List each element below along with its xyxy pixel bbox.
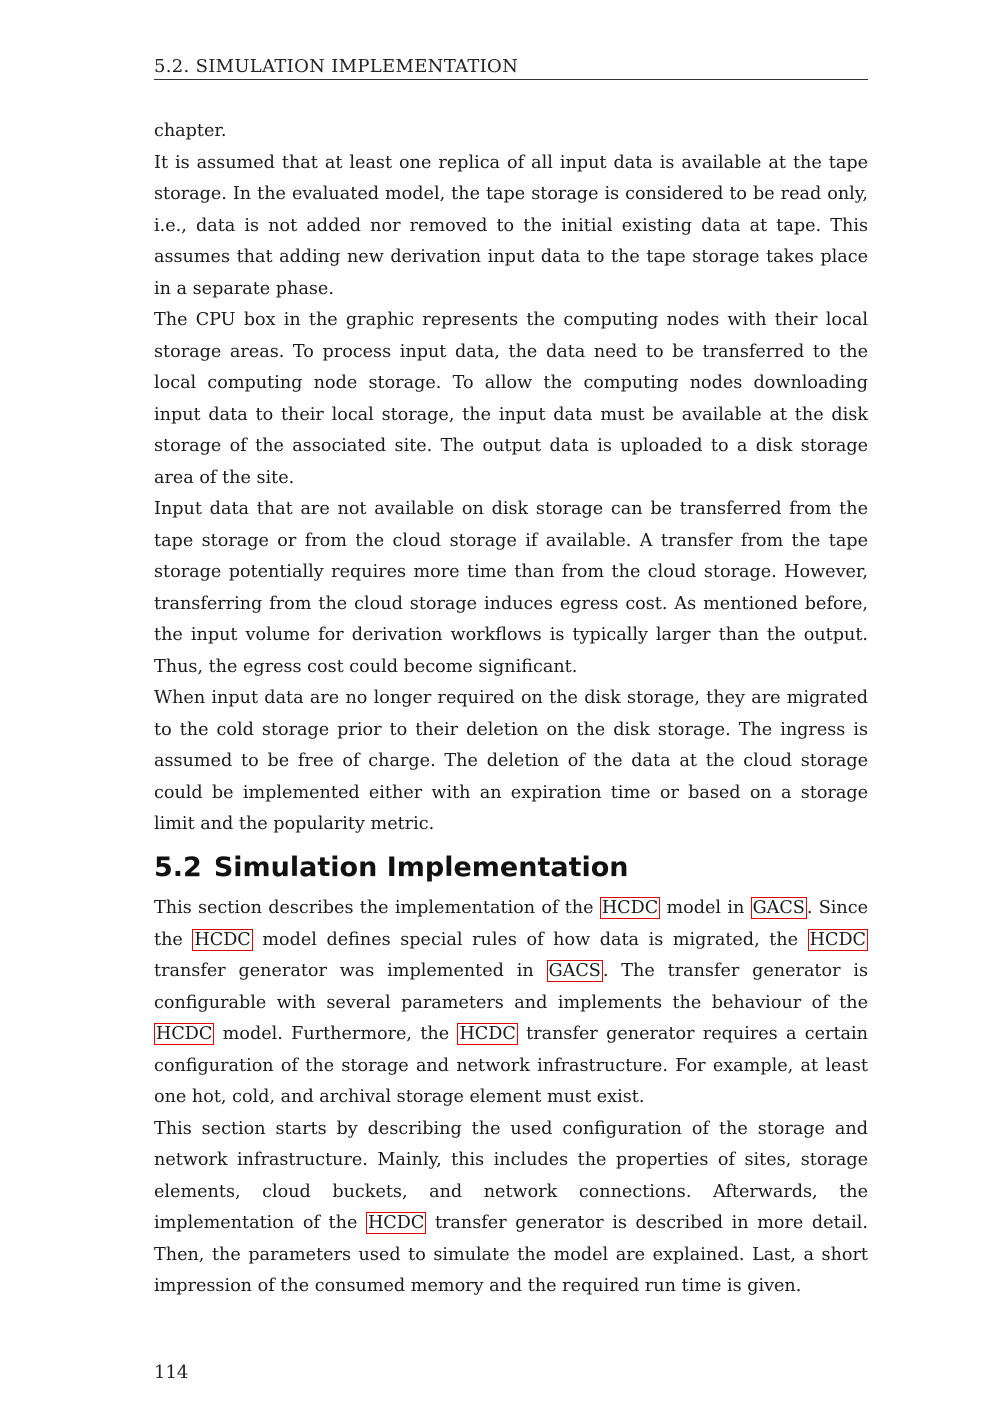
running-header: 5.2. SIMULATION IMPLEMENTATION (154, 56, 868, 80)
text-run: model in (660, 898, 751, 918)
paragraph: chapter. (154, 121, 227, 141)
acronym-link-hcdc[interactable]: HCDC (367, 1213, 425, 1233)
text-run: transfer generator was implemented in (154, 961, 547, 981)
intro-text (154, 116, 868, 841)
section-text (154, 893, 868, 1303)
paragraph: It is assumed that at least one replica of all input data is available at the tape storage. In the evaluated model, the tape storage is considered to be read only, i.e., data is not added nor removed to the initial existing data at tape. This assumes that adding new derivation input data to the tape storage takes place in a separate phase. (154, 152, 868, 299)
section-heading (154, 852, 868, 883)
acronym-link-gacs[interactable]: GACS (548, 961, 601, 981)
paragraph: The CPU box in the graphic represents the computing nodes with their local storage areas. To process input data, the data need to be transferred to the local computing node storage. To allow the computing nodes downloading input data to their local storage, the input data must be available at the disk storage of the associated site. The output data is uploaded to a disk storage area of the site. (154, 310, 868, 488)
text-run: model defines special rules of how data is migrated, the (252, 929, 808, 950)
text-run: . Since the (154, 898, 869, 950)
section-title: Simulation Implementation (213, 852, 629, 884)
text-run: This section starts by describing the used configuration of the storage and network infrastructure. Mainly, this includes the properties of sites, storage elements, cloud buckets, and network connections. Afterwards, the implementation of the (154, 1118, 868, 1233)
section-paragraph (154, 1114, 868, 1303)
acronym-link-hcdc[interactable]: HCDC (459, 1024, 516, 1044)
page-number: 114 (154, 1362, 189, 1383)
paragraph: Input data that are not available on disk storage can be transferred from the tape storage or from the cloud storage if available. A transfer from the tape storage potentially requires more time than from the cloud storage. However, transferring from the cloud storage induces egress cost. As mentioned before, the input volume for derivation workflows is typically larger than the output. Thus, the egress cost could become significant. (154, 499, 868, 677)
text-run: This section describes the implementation of the (154, 898, 600, 918)
acronym-link-hcdc[interactable]: HCDC (156, 1024, 213, 1044)
acronym-link-hcdc[interactable]: HCDC (601, 898, 659, 918)
acronym-link-gacs[interactable]: GACS (752, 898, 805, 918)
acronym-link-hcdc[interactable]: HCDC (194, 929, 251, 950)
text-run: model. Furthermore, the (214, 1024, 458, 1044)
text-run: . The transfer generator is configurable with several parameters and implements the behaviour of the (154, 961, 868, 1013)
section-paragraph (154, 893, 868, 1114)
text-run: transfer generator is described in more detail. Then, the parameters used to simulate the model are explained. Last, a short impression of the consumed memory and the required run time is given. (154, 1213, 868, 1296)
text-run: transfer generator requires a certain configuration of the storage and network infrastructure. For example, at least one hot, cold, and archival storage element must exist. (154, 1024, 868, 1107)
acronym-link-hcdc[interactable]: HCDC (809, 929, 867, 950)
section-number: 5.2 (154, 852, 202, 884)
paragraph: When input data are no longer required on the disk storage, they are migrated to the cold storage prior to their deletion on the disk storage. The ingress is assumed to be free of charge. The deletion of the data at the cloud storage could be implemented either with an expiration time or based on a storage limit and the popularity metric. (154, 688, 868, 834)
